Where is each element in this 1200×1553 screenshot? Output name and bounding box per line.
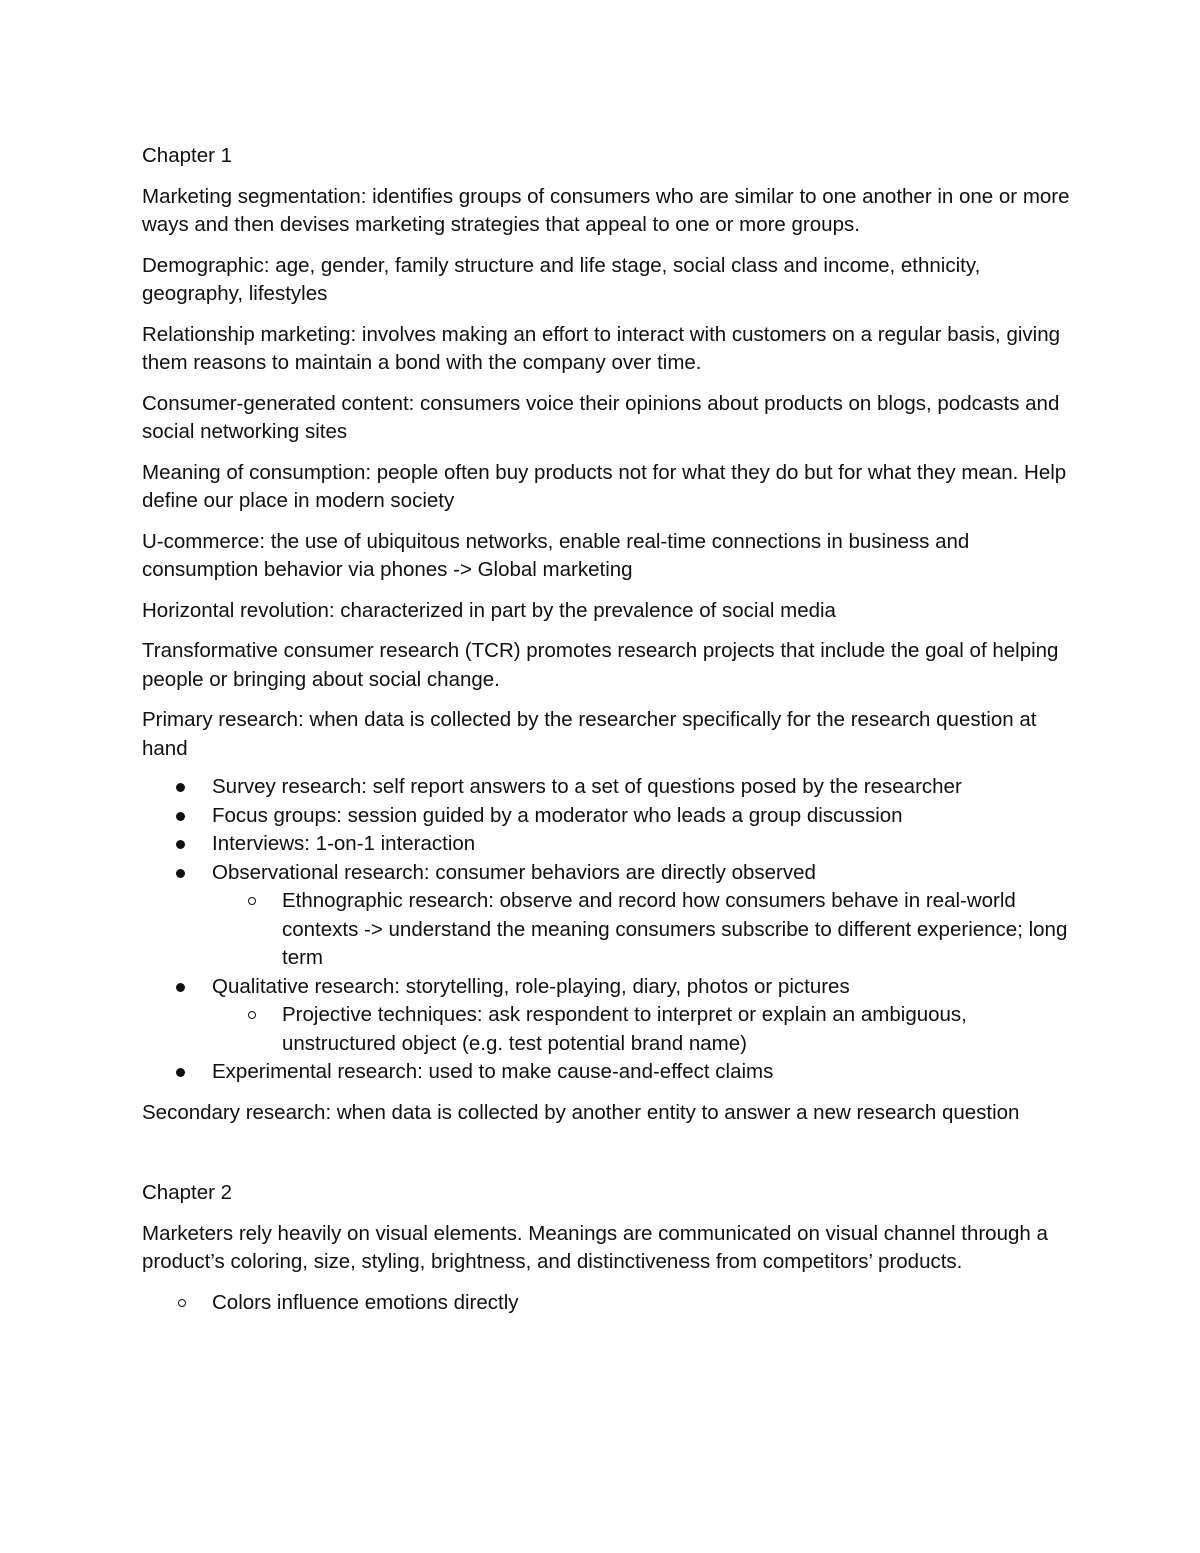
list-item-focus-groups bbox=[142, 802, 1072, 831]
para-demographic: Demographic: age, gender, family structure and life stage, social class and income, ethnicity, geography, lifestyles bbox=[142, 253, 981, 305]
chapter-2-list bbox=[142, 1289, 1072, 1318]
list-item-interviews bbox=[142, 830, 1072, 859]
list-item-survey-research bbox=[142, 773, 1072, 802]
para-horizontal-revolution: Horizontal revolution: characterized in part by the prevalence of social media bbox=[142, 598, 836, 622]
sub-item-text: Projective techniques: ask respondent to interpret or explain an ambiguous, unstructured object (e.g. test potential brand name) bbox=[282, 1003, 967, 1055]
chapter-2-heading: Chapter 2 bbox=[142, 1181, 233, 1204]
sub-item-ethnographic-research bbox=[212, 887, 1072, 973]
para-primary-research: Primary research: when data is collected by the researcher specifically for the research question at hand bbox=[142, 708, 1037, 760]
para-transformative-consumer-research: Transformative consumer research (TCR) promotes research projects that include the goal of helping people or bringing about social change. bbox=[142, 639, 1059, 691]
list-item-text: Colors influence emotions directly bbox=[212, 1290, 519, 1314]
list-item-text: Focus groups: session guided by a moderator who leads a group discussion bbox=[212, 803, 903, 827]
list-item-text: Interviews: 1-on-1 interaction bbox=[212, 832, 476, 855]
para-meaning-of-consumption: Meaning of consumption: people often buy products not for what they do but for what they mean. Help define our place in modern society bbox=[142, 460, 1067, 512]
para-marketing-segmentation: Marketing segmentation: identifies groups of consumers who are similar to one another in one or more ways and then devises marketing strategies that appeal to one or more groups. bbox=[142, 184, 1070, 236]
primary-research-list bbox=[142, 773, 1072, 1087]
section-spacer bbox=[142, 1139, 1072, 1179]
list-item-text: Survey research: self report answers to a set of questions posed by the researcher bbox=[212, 775, 962, 798]
para-consumer-generated-content: Consumer-generated content: consumers voice their opinions about products on blogs, podcasts and social networking sites bbox=[142, 391, 1060, 443]
list-item-text: Qualitative research: storytelling, role-playing, diary, photos or pictures bbox=[212, 974, 850, 998]
list-item-text: Experimental research: used to make cause-and-effect claims bbox=[212, 1060, 774, 1083]
list-item-qualitative-research bbox=[142, 973, 1072, 1059]
document-page bbox=[142, 142, 1072, 1317]
list-item-observational-research bbox=[142, 859, 1072, 973]
observational-sub-list bbox=[212, 887, 1072, 973]
list-item-colors-influence bbox=[142, 1289, 1072, 1318]
para-u-commerce: U-commerce: the use of ubiquitous networks, enable real-time connections in business and consumption behavior via phones -> Global marketing bbox=[142, 529, 970, 581]
para-relationship-marketing: Relationship marketing: involves making an effort to interact with customers on a regular basis, giving them reasons to maintain a bond with the company over time. bbox=[142, 322, 1061, 374]
list-item-experimental-research bbox=[142, 1058, 1072, 1087]
chapter-1-heading: Chapter 1 bbox=[142, 144, 233, 167]
sub-item-projective-techniques bbox=[212, 1001, 1072, 1058]
sub-item-text: Ethnographic research: observe and record how consumers behave in real-world contexts -> understand the meaning consumers subscribe to different experience; long term bbox=[282, 889, 1068, 969]
para-secondary-research: Secondary research: when data is collected by another entity to answer a new research question bbox=[142, 1100, 1020, 1124]
qualitative-sub-list bbox=[212, 1001, 1072, 1058]
list-item-text: Observational research: consumer behaviors are directly observed bbox=[212, 860, 816, 884]
para-visual-elements: Marketers rely heavily on visual elements. Meanings are communicated on visual channel through a product’s coloring, size, styling, brightness, and distinctiveness from competitors’ products. bbox=[142, 1221, 1048, 1273]
